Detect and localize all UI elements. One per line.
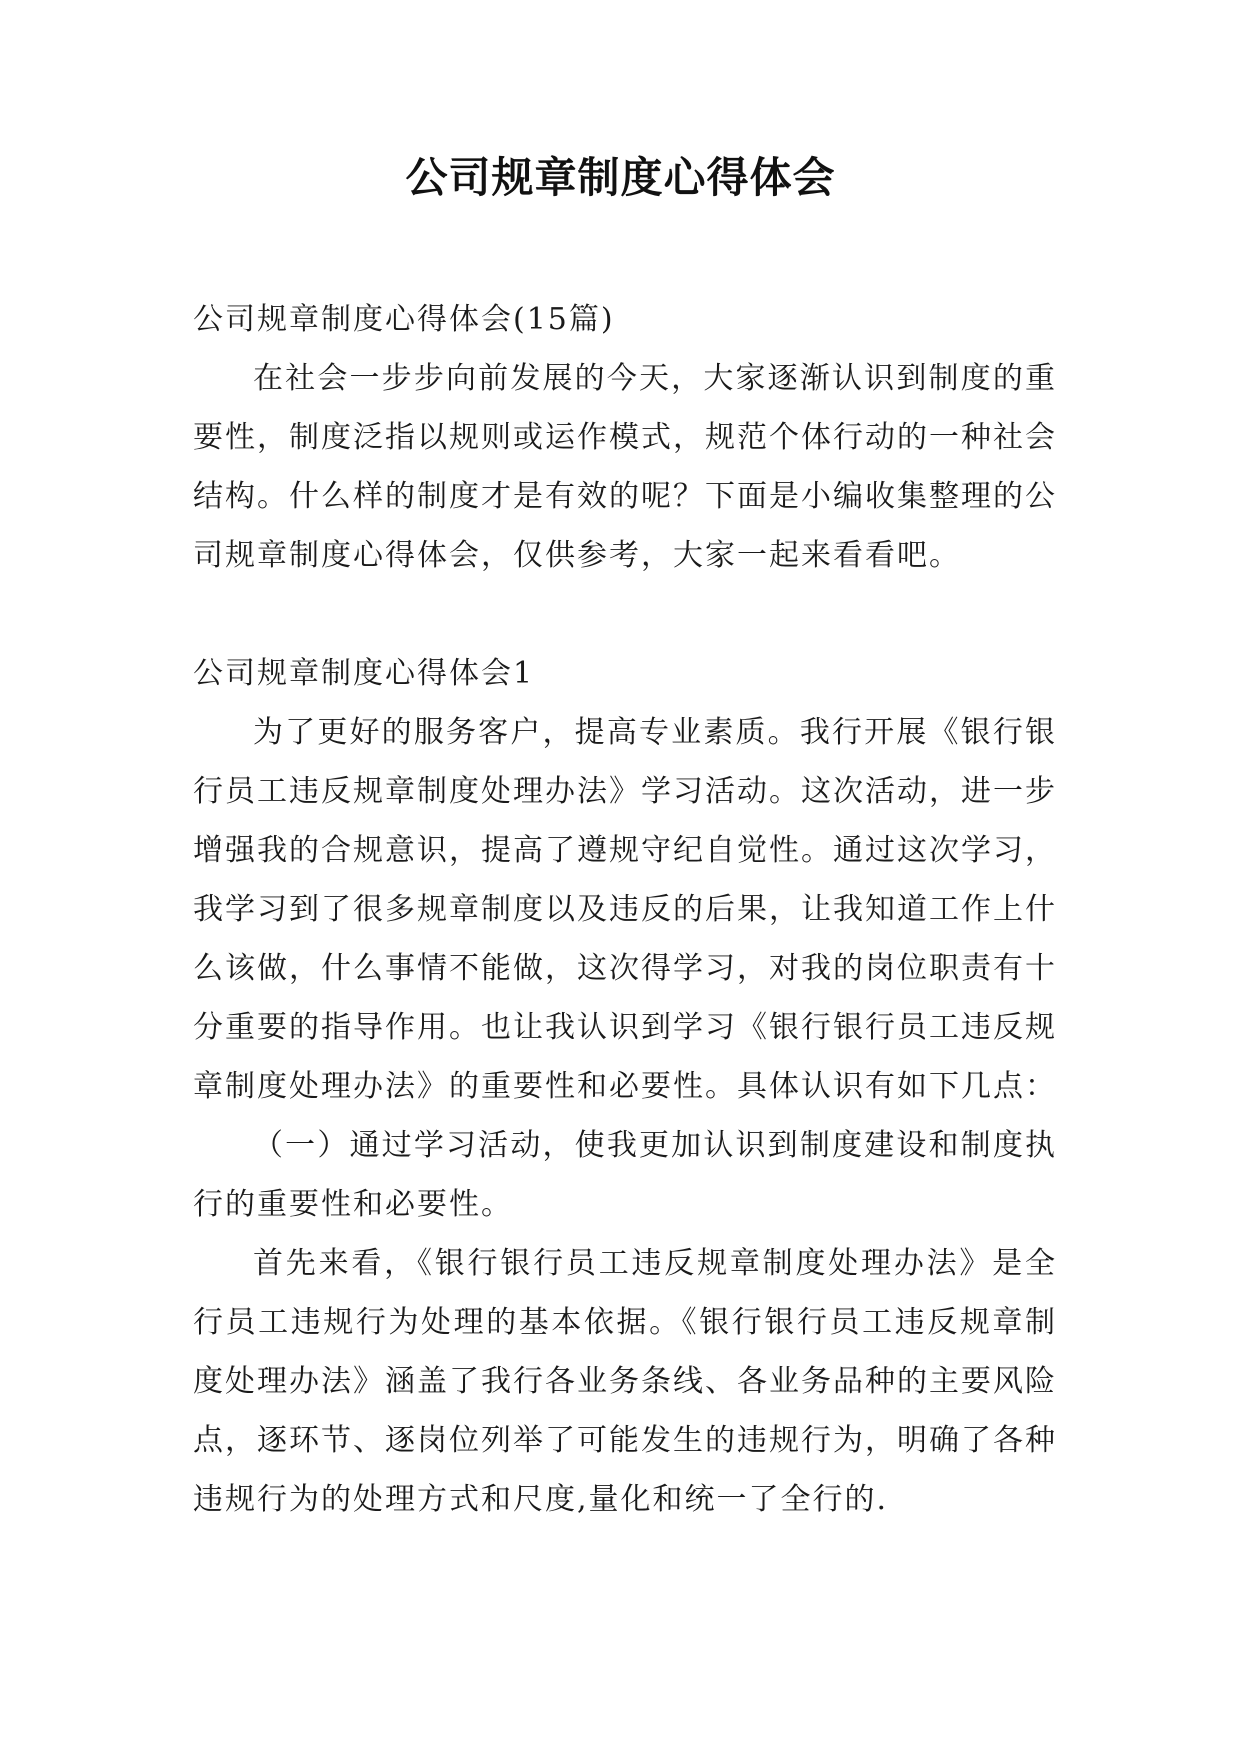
section-paragraph-2: （一）通过学习活动，使我更加认识到制度建设和制度执行的重要性和必要性。 [193,1128,1057,1222]
section-paragraph-1: 为了更好的服务客户，提高专业素质。我行开展《银行银行员工违反规章制度处理办法》学习活动。这次活动，进一步增强我的合规意识，提高了遵规守纪自觉性。通过这次学习，我学习到了很多规章制度以及违反的后果，让我知道工作上什么该做，什么事情不能做，这次得学习，对我的岗位职责有十分重要的指导作用。也让我认识到学习《银行银行员工违反规章制度处理办法》的重要性和必要性。具体认识有如下几点： [193,715,1057,1104]
intro-heading: 公司规章制度心得体会(15篇) [193,302,615,337]
section-heading: 公司规章制度心得体会1 [193,656,535,691]
document-title: 公司规章制度心得体会 [405,153,836,202]
document-body [193,290,1057,1529]
section-paragraph-3: 首先来看，《银行银行员工违反规章制度处理办法》是全行员工违规行为处理的基本依据。《银行银行员工违反规章制度处理办法》涵盖了我行各业务条线、各业务品种的主要风险点，逐环节、逐岗位列举了可能发生的违规行为，明确了各种违规行为的处理方式和尺度,量化和统一了全行的. [193,1246,1057,1517]
section-spacer [193,585,1057,644]
intro-paragraph: 在社会一步步向前发展的今天，大家逐渐认识到制度的重要性，制度泛指以规则或运作模式，规范个体行动的一种社会结构。什么样的制度才是有效的呢？下面是小编收集整理的公司规章制度心得体会，仅供参考，大家一起来看看吧。 [193,361,1057,573]
